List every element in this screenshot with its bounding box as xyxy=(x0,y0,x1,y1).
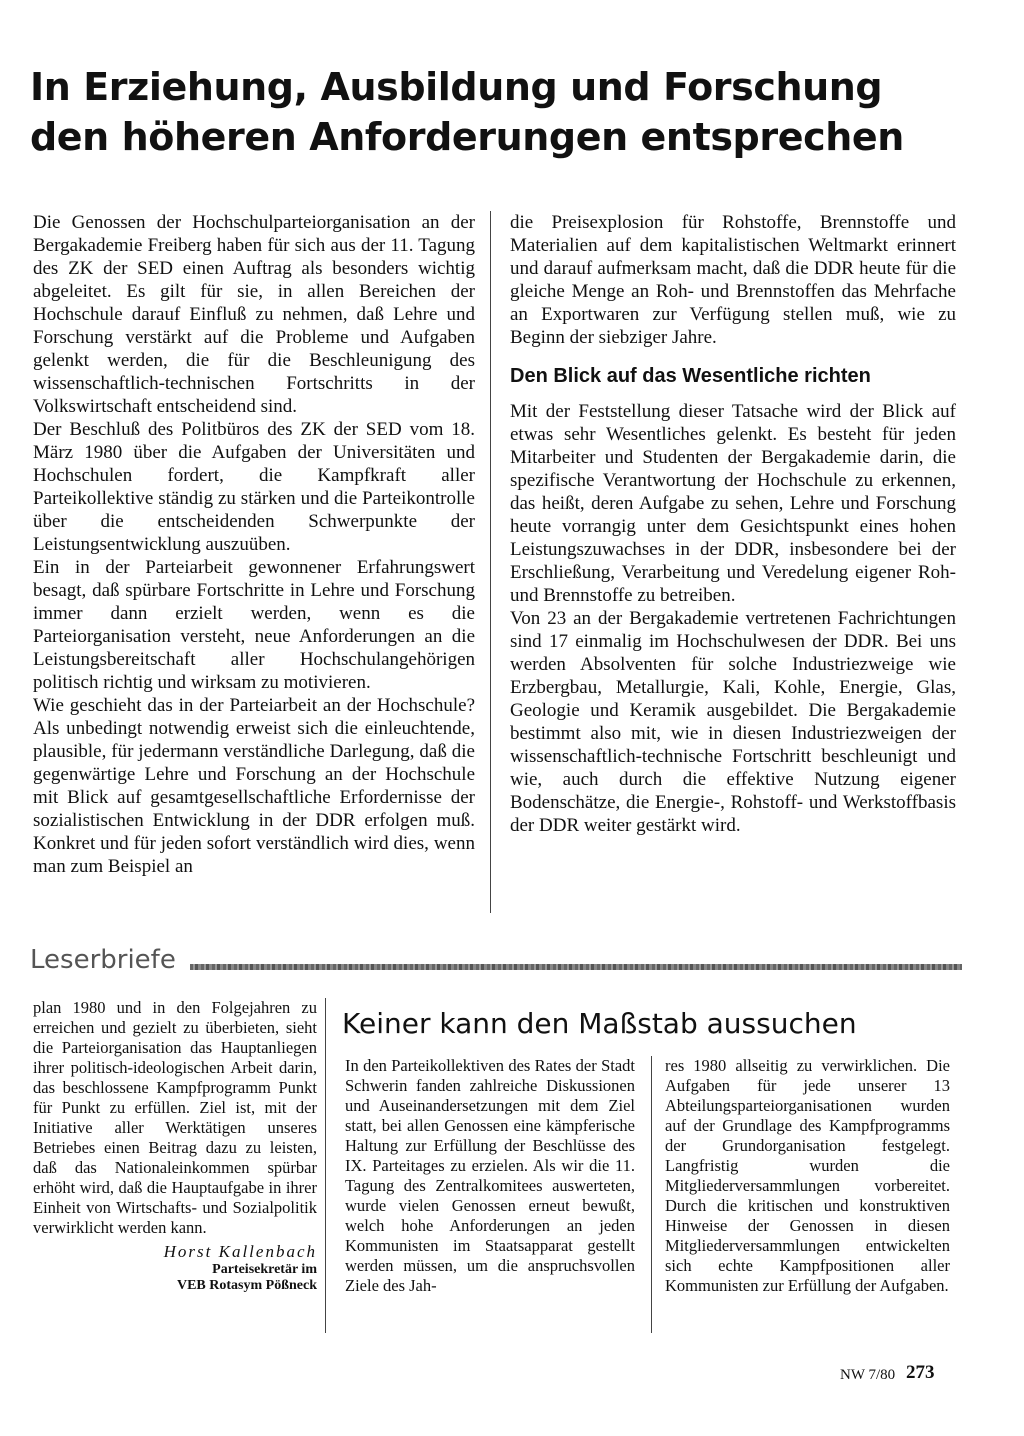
letter-author-org: VEB Rotasym Pößneck xyxy=(176,1278,317,1293)
letter-column-2 xyxy=(665,1056,950,1296)
column-divider xyxy=(651,1056,652,1333)
article-subheading: Den Blick auf das Wesentliche richten xyxy=(510,365,871,387)
article-paragraph: Die Genossen der Hochschulparteiorganisation an der Bergakademie Freiberg haben für sich aus der 11. Tagung des ZK der SED einen Auftrag als besonders wichtig abgeleitet. Es gilt für sie, in allen Bereichen der Hochschule darauf Einfluß zu nehmen, daß Lehre und Forschung verstärkt auf die Probleme und Aufgaben gelenkt werden, die für die Beschleunigung des wissenschaftlich-technischen Fortschritts in der Volkswirtschaft entscheidend sind. xyxy=(33,212,475,417)
article-paragraph: Wie geschieht das in der Parteiarbeit an der Hochschule? Als unbedingt notwendig erweist sich die einleuchtende, plausible, für jedermann verständliche Darlegung, daß die gegenwärtige Lehre und Forschung an der Hochschule mit Blick auf gesamtgesellschaftliche Erfordernisse der sozialistischen Entwicklung in der DDR erfolgen muß. Konkret und für jeden sofort verständlich wird dies, wenn man zum Beispiel an xyxy=(33,695,475,877)
section-title-leserbriefe: Leserbriefe xyxy=(30,945,176,975)
section-rule xyxy=(190,964,962,970)
previous-letter-column xyxy=(33,998,317,1294)
article-paragraph: Der Beschluß des Politbüros des ZK der SED vom 18. März 1980 über die Aufgaben der Universitäten und Hochschulen fordert, die Kampfkraft aller Parteikollektive ständig zu stärken und die Parteikontrolle über die entscheidenden Schwerpunkte der Leistungsentwicklung auszuüben. xyxy=(33,419,475,555)
letter-author-role: Parteisekretär im xyxy=(212,1262,317,1277)
article-paragraph: Von 23 an der Bergakademie vertretenen Fachrichtungen sind 17 einmalig im Hochschulwesen der DDR. Bei uns werden Absolventen für solche Industriezweige wie Erzbergbau, Metallurgie, Kali, Kohle, Energie, Glas, Geologie und Keramik ausgebildet. Die Bergakademie bestimmt also mit, wie in diesen Industriezweigen der wissenschaftlich-technische Fortschritt beschleunigt und wie, auch durch die effektive Nutzung eigener Bodenschätze, die Energie-, Rohstoff- und Werkstoffbasis der DDR weiter gestärkt wird. xyxy=(510,608,956,836)
headline-line-1: In Erziehung, Ausbildung und Forschung xyxy=(30,65,883,109)
article-paragraph: die Preisexplosion für Rohstoffe, Brennstoffe und Materialien auf dem kapitalistischen Weltmarkt erinnert und darauf aufmerksam macht, daß die DDR heute für die gleiche Menge an Roh- und Brennstoffen das Mehrfache an Exportwaren zur Verfügung stellen muß, wie zu Beginn der siebziger Jahre. xyxy=(510,212,956,348)
headline-line-2: den höheren Anforderungen entsprechen xyxy=(30,115,904,159)
column-divider xyxy=(325,998,326,1333)
letter-signature xyxy=(33,1242,317,1262)
column-divider xyxy=(490,211,491,913)
article-column-2 xyxy=(510,211,956,837)
issue-code: NW 7/80 xyxy=(840,1367,896,1383)
article-paragraph: Mit der Feststellung dieser Tatsache wird der Blick auf etwas sehr Wesentliches gelenkt. Es besteht für jeden Mitarbeiter und Studenten der Bergakademie darin, die spezifische Verantwortung der Hochschule zu erkennen, das heißt, deren Aufgabe zu sehen, Lehre und Forschung heute vorrangig unter dem Gesichtspunkt eines hohen Leistungszuwachses in der DDR, insbesondere bei der Erschließung, Verarbeitung und Veredelung eigener Roh- und Brennstoffe zu betreiben. xyxy=(510,401,956,606)
letter-paragraph: res 1980 allseitig zu verwirklichen. Die Aufgaben für jede unserer 13 Abteilungsparteiorganisationen wurden auf der Grundlage des Kampfprogramms der Grundorganisation festgelegt. Langfristig wurden die Mitgliederversammlungen vorbereitet. Durch die kritischen und konstruktiven Hinweise der Genossen in diesen Mitgliederversammlungen entwickelten sich echte Kampfpositionen aller Kommunisten zur Erfüllung der Aufgaben. xyxy=(665,1056,950,1295)
page-number: 273 xyxy=(906,1362,935,1383)
letter-author: Horst Kallenbach xyxy=(163,1242,317,1261)
letter-paragraph: plan 1980 und in den Folgejahren zu erreichen und gezielt zu überbieten, sieht die Parteiorganisation das Hauptanliegen ihrer politisch-ideologischen Arbeit darin, das beschlossene Kampfprogramm Punkt für Punkt zu erfüllen. Ziel ist, mit der Initiative aller Werktätigen unseres Betriebes einen Beitrag dazu zu leisten, daß das Nationaleinkommen spürbar erhöht wird, daß die Hauptaufgabe in ihrer Einheit von Wirtschafts- und Sozialpolitik verwirklicht werden kann. xyxy=(33,998,317,1237)
article-headline xyxy=(30,62,990,162)
article-column-1 xyxy=(33,211,475,878)
letter-column-1 xyxy=(345,1056,635,1296)
article-paragraph: Ein in der Parteiarbeit gewonnener Erfahrungswert besagt, daß spürbare Fortschritte in Lehre und Forschung immer dann erzielt werden, wenn es die Parteiorganisation versteht, neue Anforderungen an die Leistungsbereitschaft aller Hochschulangehörigen politisch richtig und wirksam zu motivieren. xyxy=(33,557,475,693)
letter-paragraph: In den Parteikollektiven des Rates der Stadt Schwerin fanden zahlreiche Diskussionen und Auseinandersetzungen mit dem Ziel statt, bei allen Genossen eine kämpferische Haltung zur Erfüllung der Beschlüsse des IX. Parteitages zu erzielen. Als wir die 11. Tagung des Zentralkomitees auswerteten, wurde vielen Genossen erneut bewußt, welch hohe Anforderungen an jeden Kommunisten im Staatsapparat gestellt werden müssen, um die anspruchsvollen Ziele des Jah- xyxy=(345,1056,635,1295)
letter-title: Keiner kann den Maßstab aussuchen xyxy=(342,1007,857,1040)
